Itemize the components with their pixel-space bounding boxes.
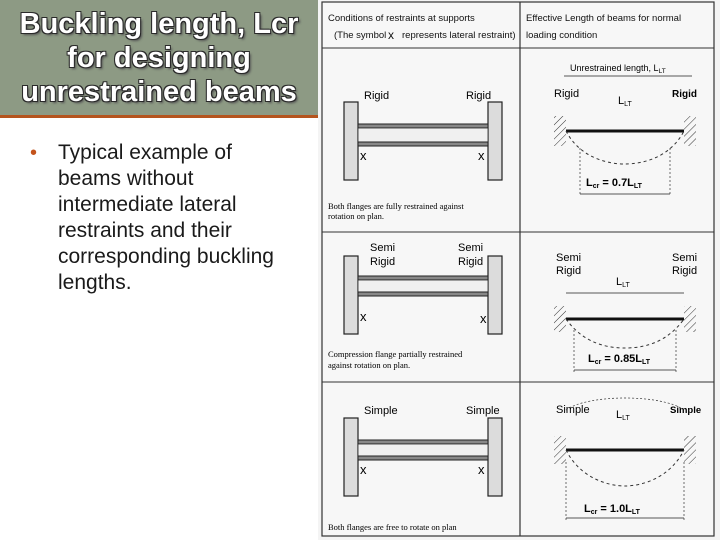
row2-left-label: Semi bbox=[370, 242, 396, 254]
row2-effective-left-label-2: Rigid bbox=[556, 265, 582, 277]
row1-left-restraint-mark: x bbox=[360, 148, 367, 163]
row3-right-column bbox=[488, 418, 502, 496]
figure-svg bbox=[318, 0, 720, 540]
row1-right-column bbox=[488, 102, 502, 180]
row2-right-support bbox=[684, 306, 696, 332]
row3-right-restraint-mark: x bbox=[478, 462, 485, 477]
row2-left-label-2: Rigid bbox=[370, 256, 396, 268]
header-symbol-mark: x bbox=[388, 28, 394, 42]
buckling-length-figure bbox=[318, 0, 720, 540]
header-left-line1: Conditions of restraints at supports bbox=[328, 13, 475, 24]
header-right-line1: Effective Length of beams for normal bbox=[526, 13, 682, 24]
row2-beam-top-flange bbox=[358, 276, 488, 280]
row2-right-restraint-mark: x bbox=[480, 311, 487, 326]
row2-effective-left-label: Semi bbox=[556, 252, 582, 264]
row2-lcr-label: Lcr = 0.85LLT bbox=[588, 353, 651, 366]
row1-beam-web bbox=[358, 128, 488, 142]
slide-title-box bbox=[0, 0, 318, 118]
row2-beam-bottom-flange bbox=[358, 292, 488, 296]
row3-left-restraint-mark: x bbox=[360, 462, 367, 477]
header-left-line2b: represents lateral restraint) bbox=[402, 30, 516, 41]
row1-beam-top-flange bbox=[358, 124, 488, 128]
row1-right-restraint-mark: x bbox=[478, 148, 485, 163]
row3-left-support bbox=[554, 436, 566, 464]
row2-caption-line2: against rotation on plan. bbox=[328, 360, 411, 370]
row3-left-column bbox=[344, 418, 358, 496]
slide-title: Buckling length, Lcr for designing unrestrained beams bbox=[19, 7, 299, 108]
row1-right-label: Rigid bbox=[466, 90, 492, 102]
row2-right-label: Semi bbox=[458, 242, 484, 254]
row2-effective-right-label-2: Rigid bbox=[672, 265, 698, 277]
row2-lt-label: LLT bbox=[616, 276, 630, 289]
unrestrained-length-label: Unrestrained length, $L_{LT}$ bbox=[570, 63, 666, 75]
row1-caption-line1: Both flanges are fully restrained against bbox=[328, 201, 464, 211]
row3-beam-web bbox=[358, 444, 488, 456]
row2-left-restraint-mark: x bbox=[360, 309, 367, 324]
row2-effective-right-label: Semi bbox=[672, 252, 698, 264]
header-left-line2a: (The symbol bbox=[334, 30, 387, 41]
row1-left-label: Rigid bbox=[364, 90, 390, 102]
row3-lcr-label: Lcr = 1.0LLT bbox=[584, 503, 640, 516]
bullet-text: Typical example of beams without intermediate lateral restraints and their corresponding buckling lengths. bbox=[58, 141, 274, 294]
row3-caption-line1: Both flanges are free to rotate on plan bbox=[328, 522, 457, 532]
bullet-marker: • bbox=[30, 142, 38, 164]
row3-left-label: Simple bbox=[364, 405, 398, 417]
row1-lt-label: LLT bbox=[618, 95, 632, 108]
row2-left-support bbox=[554, 306, 566, 332]
row2-caption-line1: Compression flange partially restrained bbox=[328, 349, 463, 359]
row2-beam-web bbox=[358, 280, 488, 292]
row1-left-column bbox=[344, 102, 358, 180]
row3-right-support bbox=[684, 436, 696, 464]
row1-right-fixed-support bbox=[684, 116, 696, 146]
row3-beam-bottom-flange bbox=[358, 456, 488, 460]
row3-lt-label: LLT bbox=[616, 409, 630, 422]
row2-right-column bbox=[488, 256, 502, 334]
row3-right-label: Simple bbox=[466, 405, 500, 417]
row3-beam-top-flange bbox=[358, 440, 488, 444]
row1-effective-right-label: Rigid bbox=[672, 89, 697, 100]
row1-effective-left-label: Rigid bbox=[554, 88, 580, 100]
row2-right-label-2: Rigid bbox=[458, 256, 484, 268]
row2-left-column bbox=[344, 256, 358, 334]
header-right-line2: loading condition bbox=[526, 30, 598, 41]
row1-lcr-label: Lcr = 0.7LLT bbox=[586, 177, 642, 190]
row1-beam-bottom-flange bbox=[358, 142, 488, 146]
row1-left-fixed-support bbox=[554, 116, 566, 146]
row3-effective-right-label: Simple bbox=[670, 405, 702, 416]
row3-effective-left-label: Simple bbox=[556, 404, 590, 416]
row1-caption-line2: rotation on plan. bbox=[328, 211, 384, 221]
